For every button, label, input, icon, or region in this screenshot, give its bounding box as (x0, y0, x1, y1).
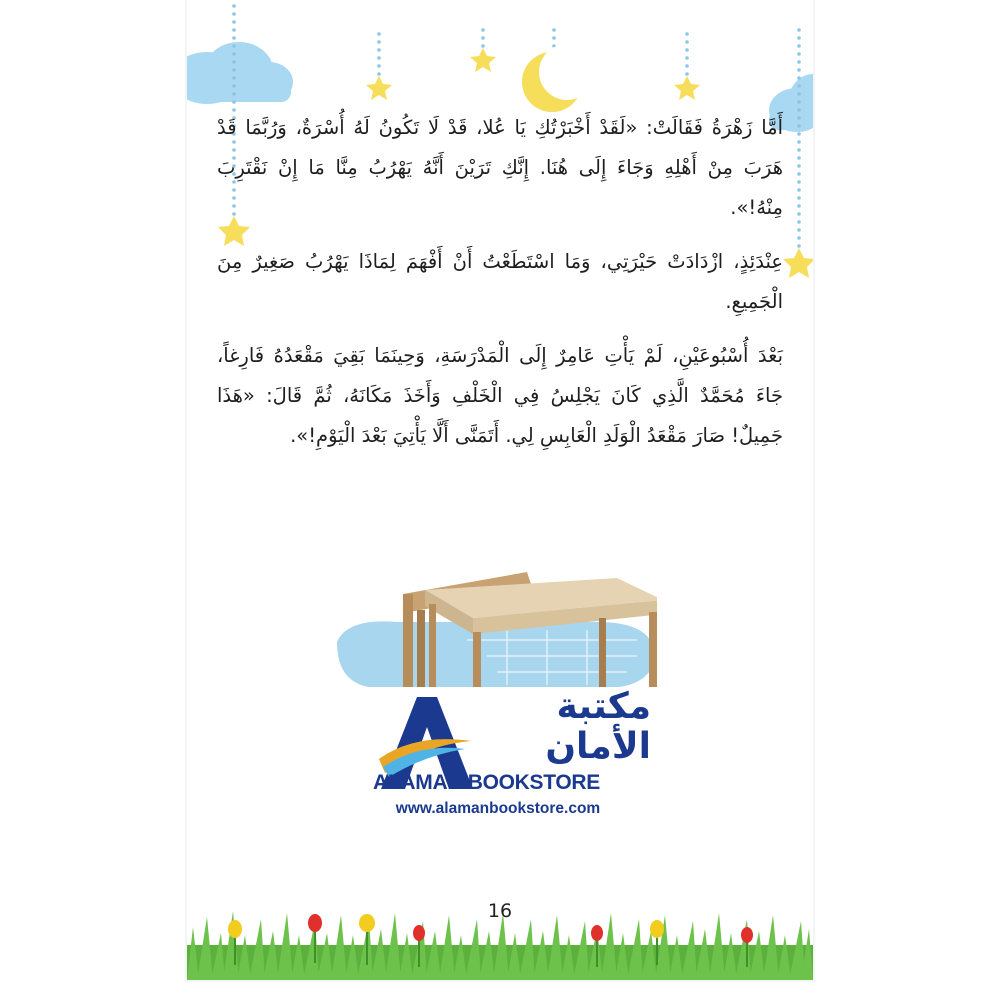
star-icon (366, 76, 392, 100)
bead-string-2 (377, 32, 381, 76)
story-text (217, 108, 783, 470)
paragraph-1: أَمَّا زَهْرَةُ فَقَالَتْ: «لَقَدْ أَخْبَرْتُكِ يَا عُلا، قَدْ لَا تَكُونُ لَهُ أُسْرَةٌ، وَرُبَّمَا قَدْ هَرَبَ مِنْ أَهْلِهِ وَجَاءَ إِلَى هُنَا. إِنَّكِ تَرَيْنَ أَنَّهُ يَهْرُبُ مِنَّا مَا إِنْ نَقْتَرِبَ مِنْهُ!». (217, 116, 783, 219)
logo-arabic-line-1: مكتبة (556, 686, 651, 727)
crescent-moon-icon (522, 44, 595, 112)
bead-string-3 (481, 28, 485, 48)
bead-string-6 (797, 28, 801, 248)
logo-arabic-line-2: الأمان (545, 726, 651, 767)
logo-english-name: ALAMAN BOOKSTORE (373, 771, 600, 794)
logo-website-url: www.alamanbookstore.com (395, 800, 601, 817)
paragraph-3: بَعْدَ أُسْبُوعَيْنِ، لَمْ يَأْتِ عَامِرٌ إِلَى الْمَدْرَسَةِ، وَحِينَمَا بَقِيَ مَقْعَدُهُ فَارِغاً، جَاءَ مُحَمَّدٌ الَّذِي كَانَ يَجْلِسُ فِي الْخَلْفِ وَأَخَذَ مَكَانَهُ، ثُمَّ قَالَ: «هَذَا جَمِيلٌ! صَارَ مَقْعَدُ الْوَلَدِ الْعَابِسِ لِي. أَتَمَنَّى أَلَّا يَأْتِيَ بَعْدَ الْيَوْمِ!». (217, 344, 783, 447)
page-number: 16 (487, 900, 513, 922)
star-icon (674, 76, 700, 100)
bookstore-logo (365, 687, 665, 797)
star-icon (470, 48, 496, 72)
cloud-left-icon (187, 42, 293, 104)
star-icon (783, 248, 813, 278)
paragraph-2: عِنْدَئِذٍ، ازْدَادَتْ حَيْرَتِي، وَمَا اسْتَطَعْتُ أَنْ أَفْهَمَ لِمَاذَا يَهْرُبُ صَغِيرٌ مِنَ الْجَمِيعِ. (217, 250, 783, 313)
bead-string-4 (552, 28, 556, 48)
bead-string-5 (685, 32, 689, 76)
book-page (187, 0, 813, 980)
